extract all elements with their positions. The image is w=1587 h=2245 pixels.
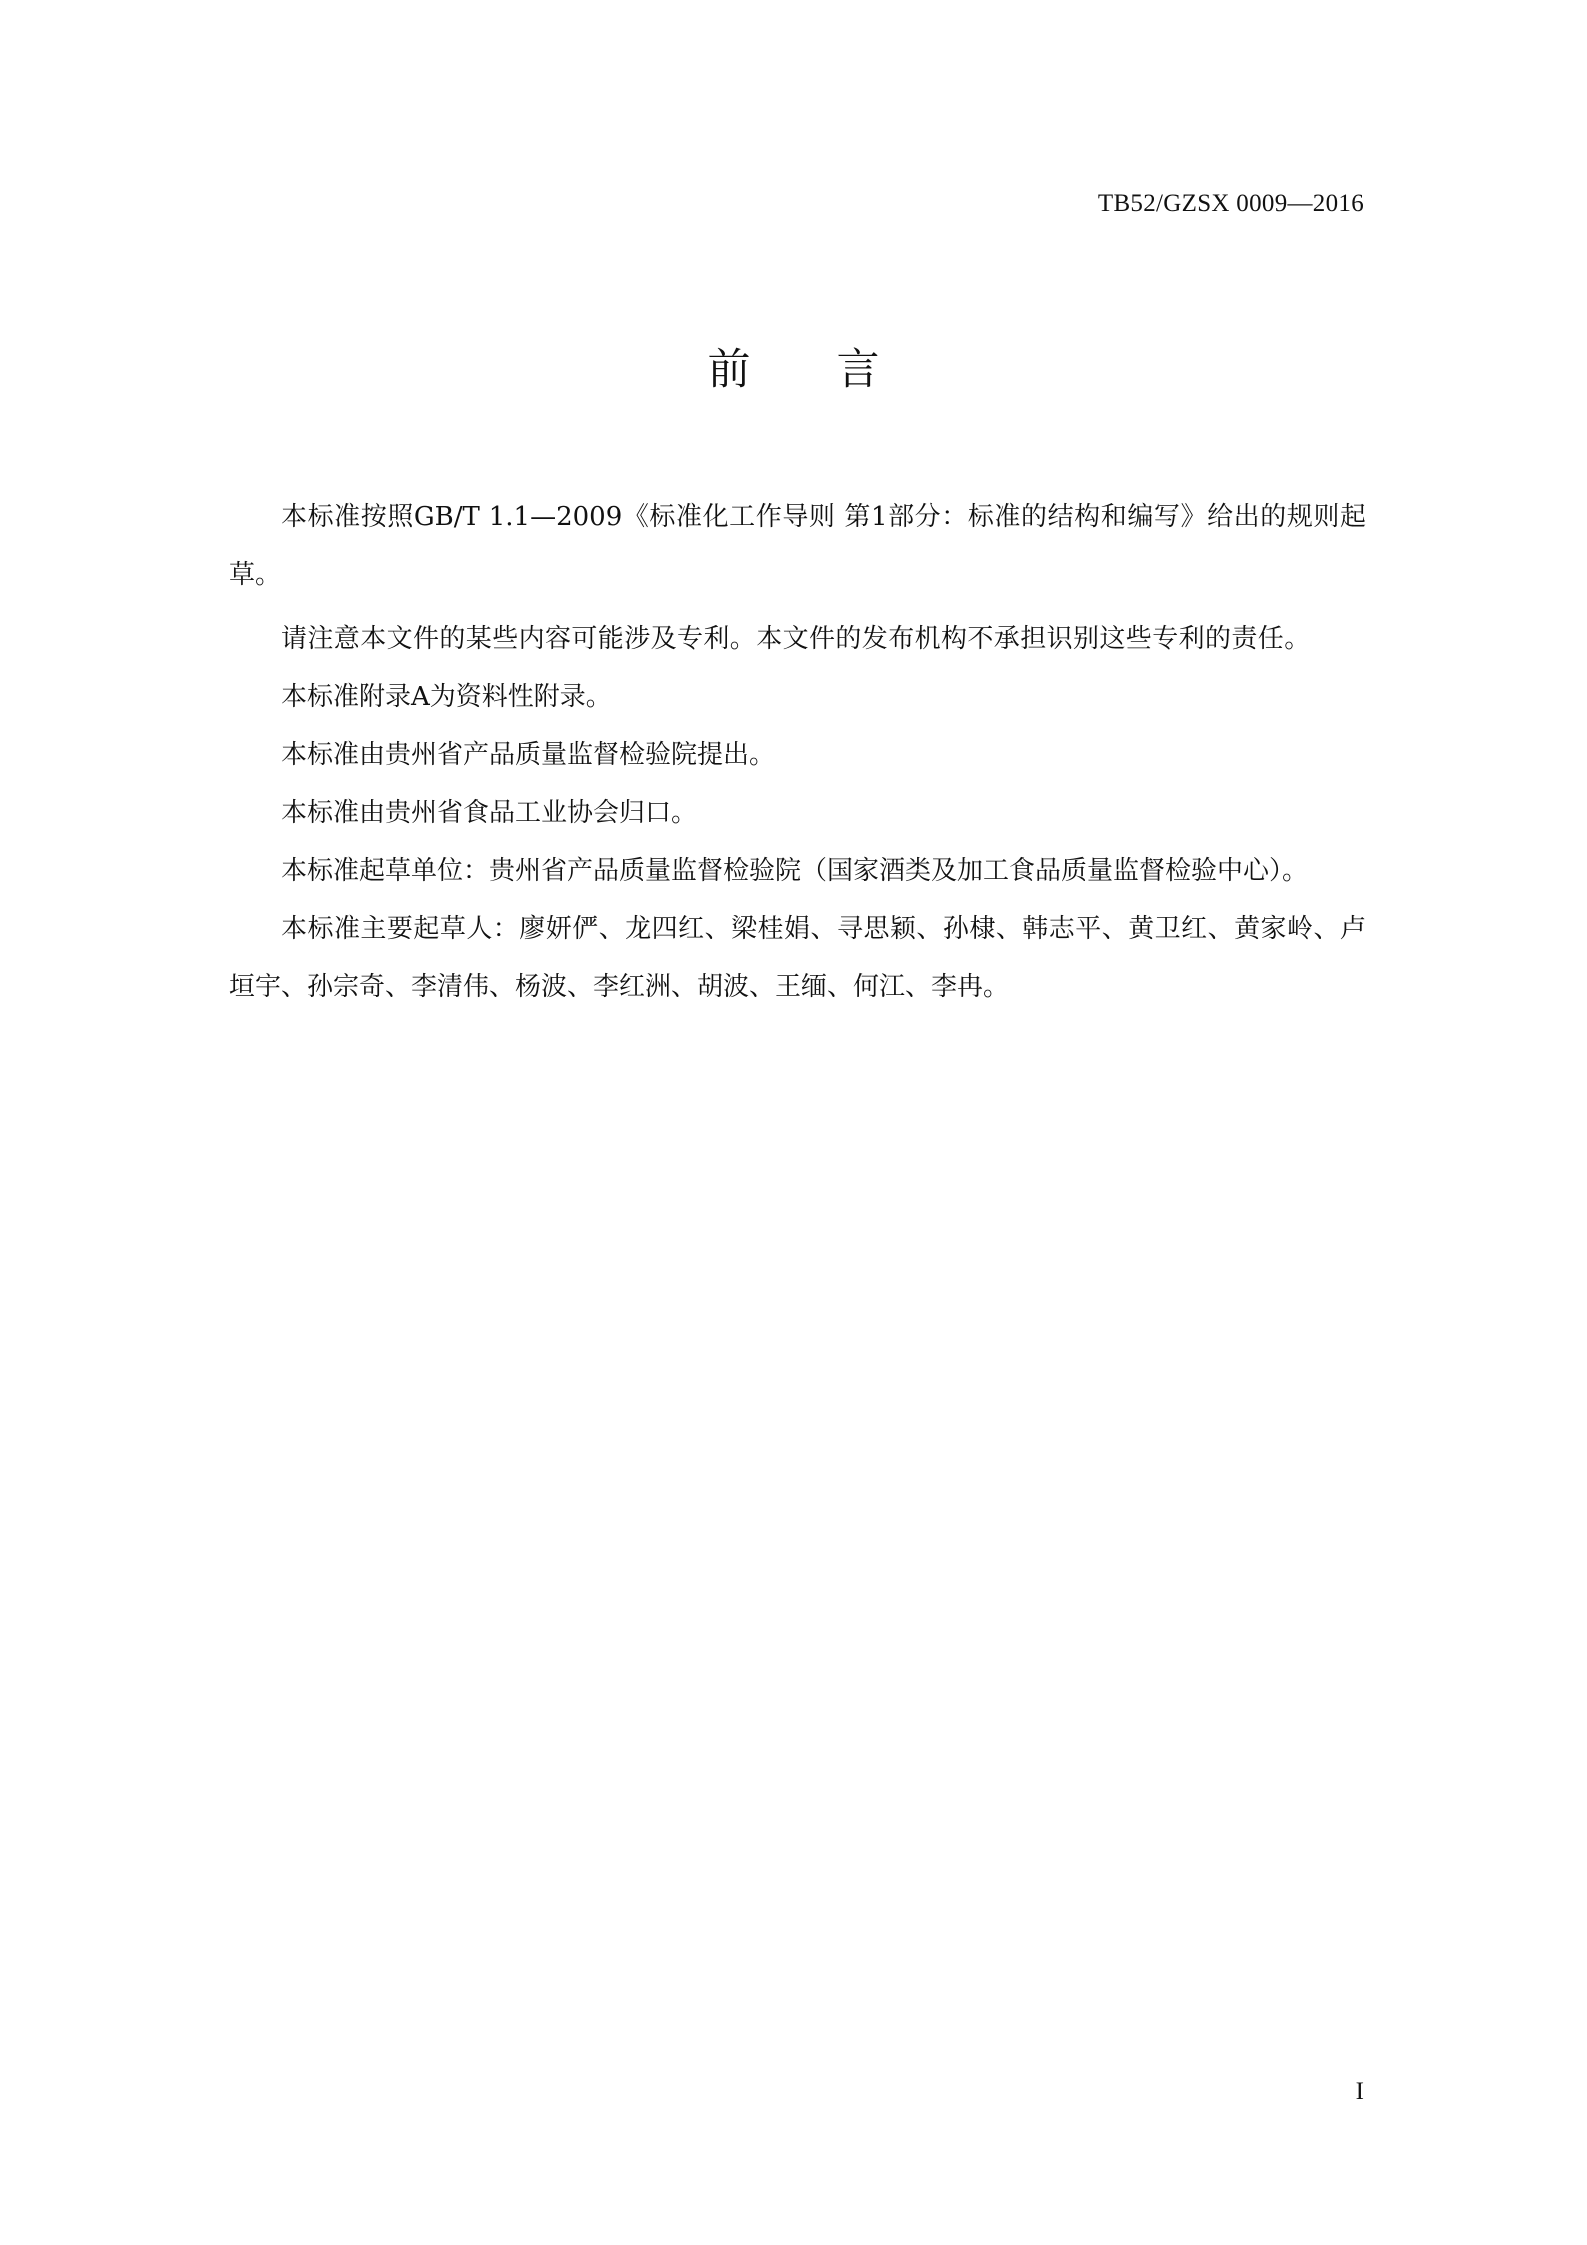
document-code: TB52/GZSX 0009—2016 <box>1097 190 1364 217</box>
paragraph-drafting-unit: 本标准起草单位：贵州省产品质量监督检验院（国家酒类及加工食品质量监督检验中心）。 <box>281 856 1309 886</box>
paragraph-drafters: 本标准主要起草人：廖妍俨、龙四红、梁桂娟、寻思颖、孙棣、韩志平、黄卫红、黄家岭、卢垣宇、孙宗奇、李清伟、杨波、李红洲、胡波、王缅、何江、李冉。 <box>229 914 1366 1002</box>
foreword-body <box>229 488 1366 1016</box>
page-number: I <box>1355 2078 1364 2105</box>
paragraph-patent-notice: 请注意本文件的某些内容可能涉及专利。本文件的发布机构不承担识别这些专利的责任。 <box>281 624 1311 654</box>
paragraph-proposer: 本标准由贵州省产品质量监督检验院提出。 <box>281 740 776 770</box>
page-title <box>0 336 1587 397</box>
paragraph-centralized: 本标准由贵州省食品工业协会归口。 <box>281 798 698 828</box>
paragraph-appendix: 本标准附录A为资料性附录。 <box>281 682 612 712</box>
title-char-1: 前 <box>707 345 751 395</box>
paragraph-drafting-rules: 本标准按照GB/T 1.1—2009《标准化工作导则 第1部分：标准的结构和编写》给出的规则起草。 <box>229 502 1366 590</box>
title-char-2: 言 <box>836 345 880 395</box>
